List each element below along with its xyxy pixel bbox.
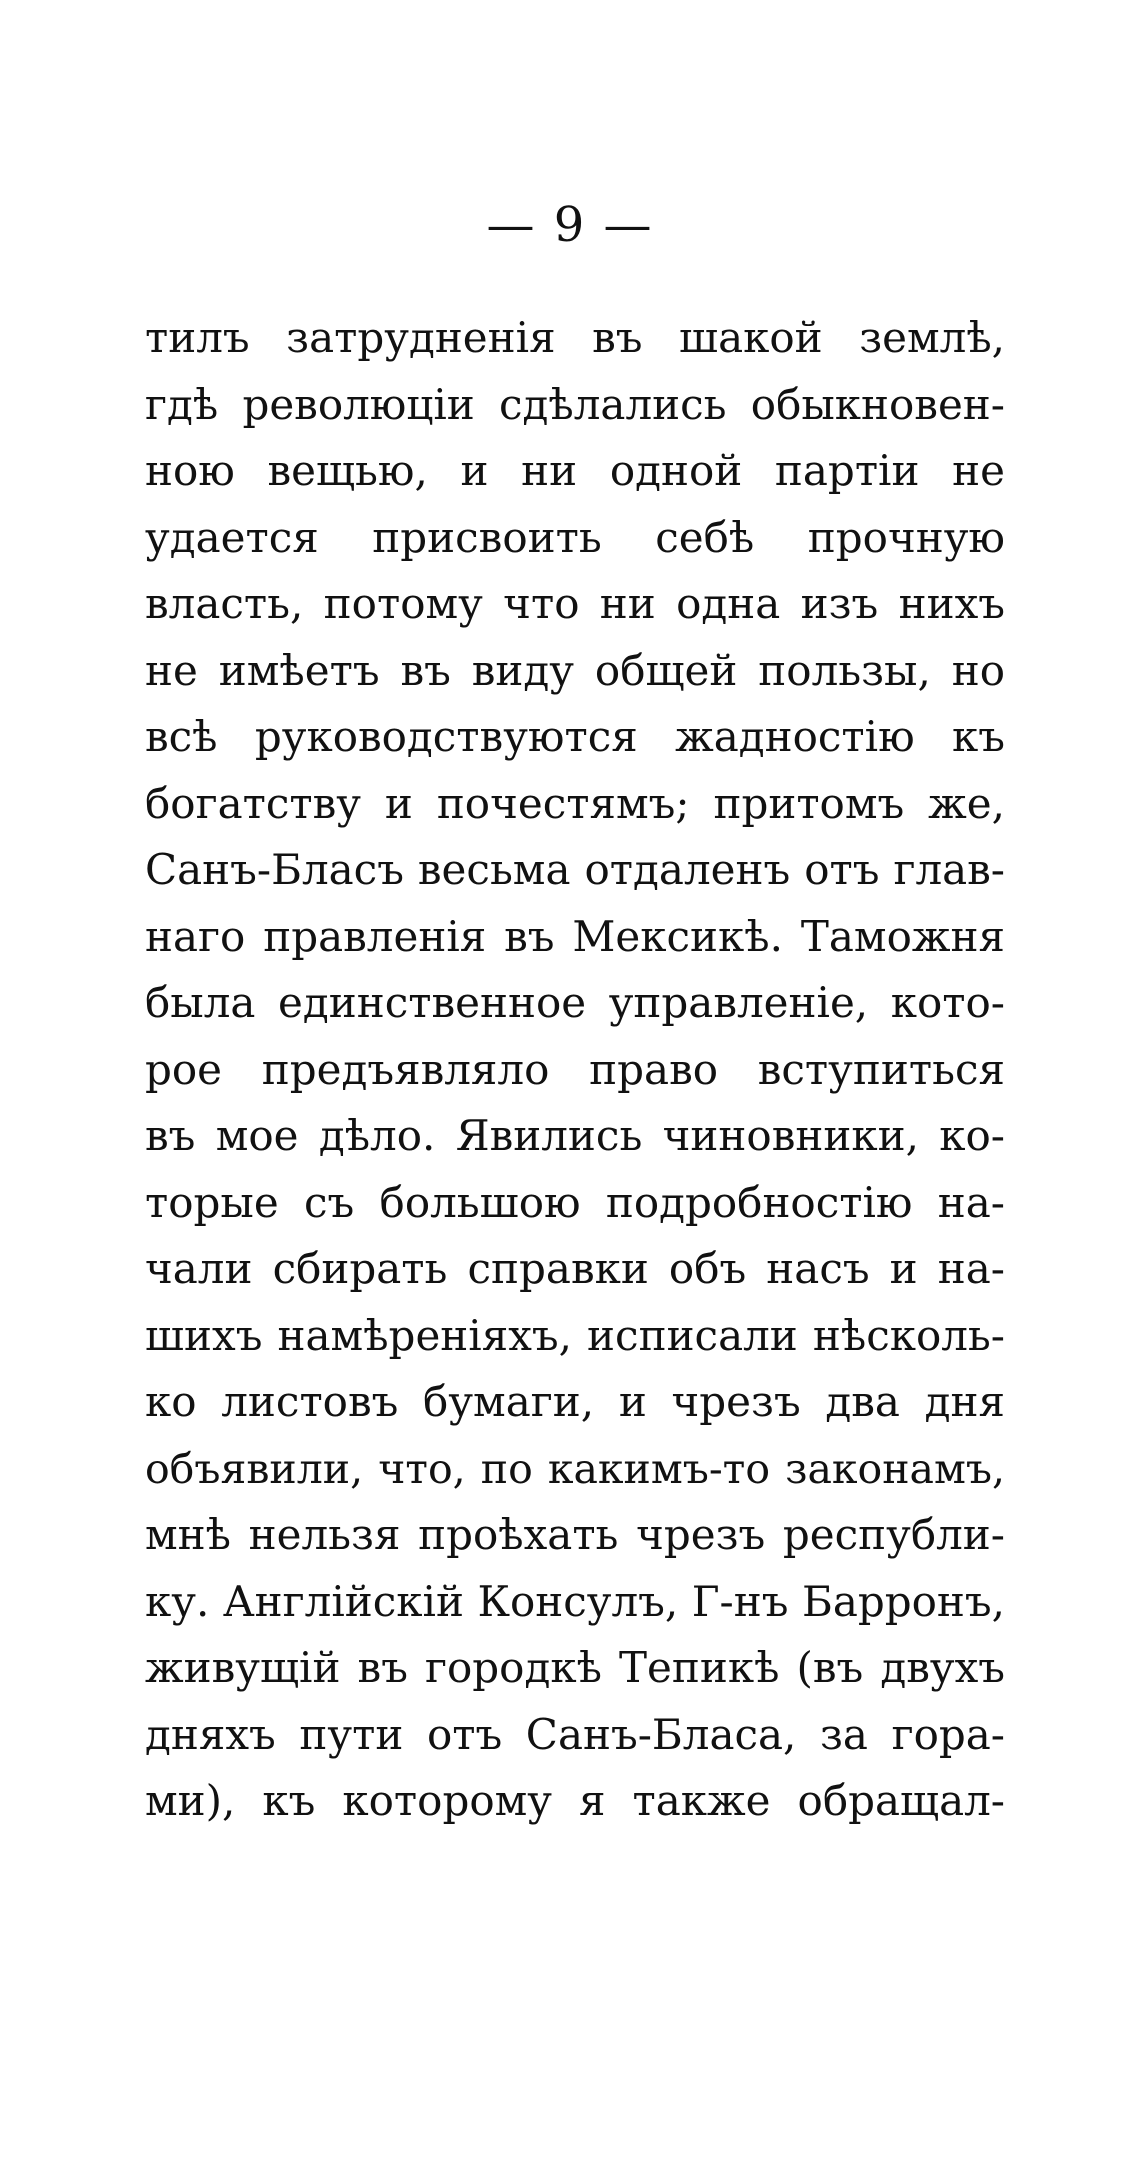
- text-line: ку. Англійскій Консулъ, Г-нъ Барронъ,: [145, 1576, 1005, 1626]
- text-line: чали сбирать справки объ насъ и на-: [145, 1244, 1005, 1293]
- text-line: ми), къ которому я также обращал-: [145, 1776, 1005, 1825]
- text-line: власть, потому что ни одна изъ нихъ: [145, 579, 1005, 628]
- text-line: мнѣ нельзя проѣхать чрезъ республи-: [145, 1510, 1005, 1559]
- page-number: — 9 —: [486, 197, 654, 253]
- text-line: дняхъ пути отъ Санъ-Бласа, за гора-: [145, 1709, 1005, 1759]
- text-line: удается присвоить себѣ прочную: [145, 512, 1005, 562]
- text-line: наго правленія въ Мексикѣ. Таможня: [145, 911, 1005, 961]
- text-line: была единственное управленіе, кото-: [145, 978, 1005, 1027]
- body-text: [145, 305, 1005, 1835]
- text-line: тилъ затрудненія въ шакой землѣ,: [145, 313, 1005, 362]
- text-line: живущій въ городкѣ Тепикѣ (въ двухъ: [145, 1643, 1005, 1692]
- text-line: гдѣ революціи сдѣлались обыкновен-: [145, 379, 1005, 429]
- text-line: не имѣетъ въ виду общей пользы, но: [145, 645, 1005, 695]
- text-line: богатству и почестямъ; притомъ же,: [145, 778, 1005, 828]
- text-line: ко листовъ бумаги, и чрезъ два дня: [145, 1377, 1005, 1426]
- text-line: ною вещью, и ни одной партіи не: [145, 446, 1005, 495]
- text-line: Санъ-Бласъ весьма отдаленъ отъ глав-: [145, 845, 1005, 894]
- text-line: рое предъявляло право вступиться: [145, 1044, 1005, 1094]
- text-line: торые съ большою подробностію на-: [145, 1177, 1005, 1227]
- text-line: шихъ намѣреніяхъ, исписали нѣсколь-: [145, 1310, 1005, 1360]
- text-line: всѣ руководствуются жадностію къ: [145, 712, 1005, 761]
- text-line: объявили, что, по какимъ-то законамъ,: [145, 1444, 1005, 1493]
- text-line: въ мое дѣло. Явились чиновники, ко-: [145, 1111, 1005, 1160]
